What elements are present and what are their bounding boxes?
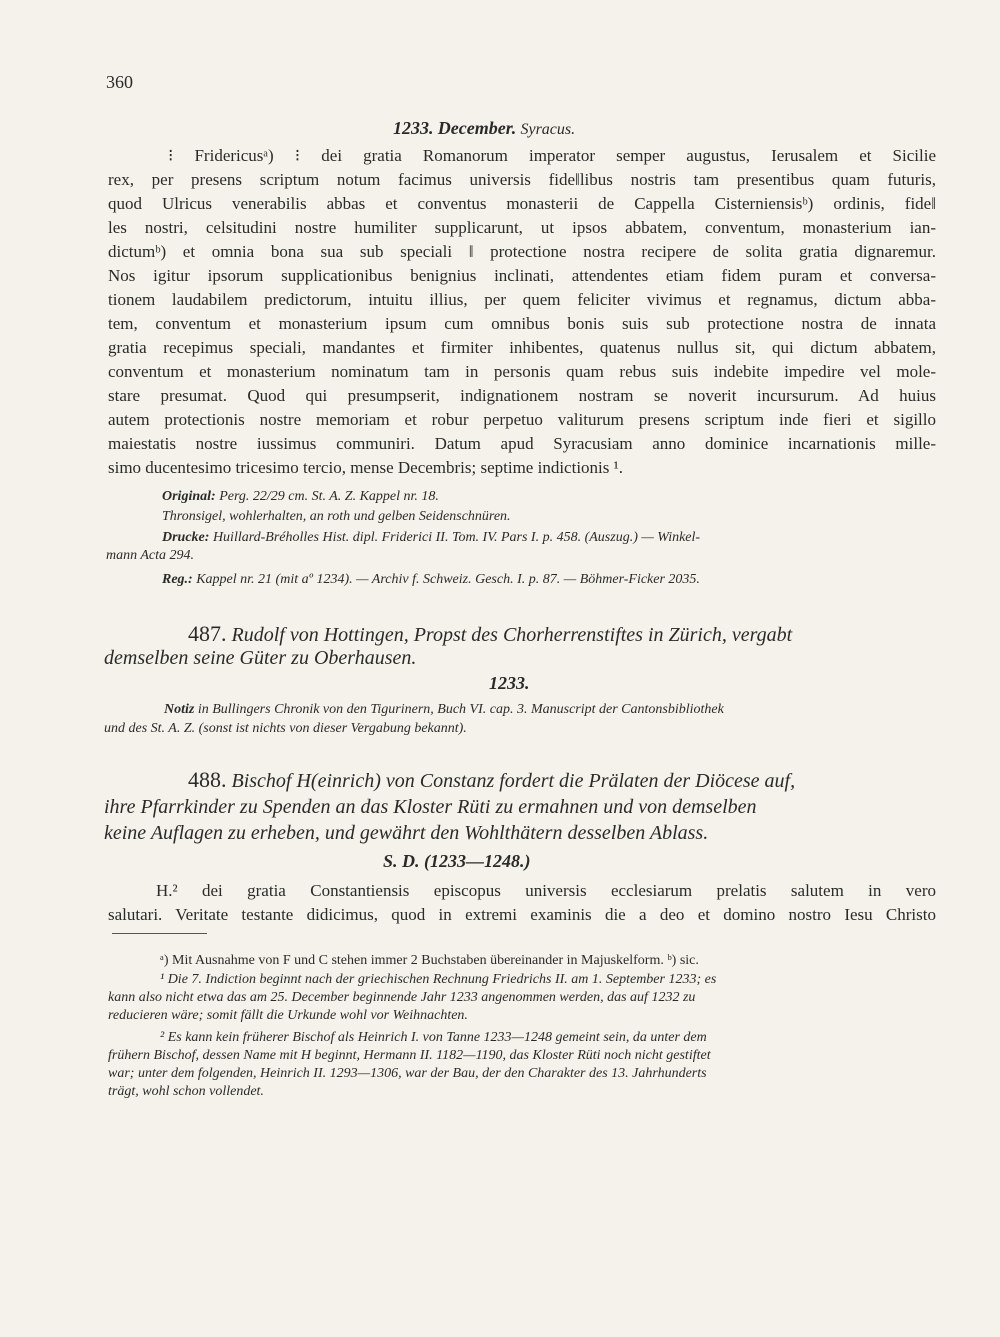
dateline-place: Syracus. [520,121,576,138]
doc-title-text: Bischof H(einrich) von Constanz fordert die Prälaten der Diöcese auf, [231,770,796,792]
dateline [393,118,575,140]
charter-line: tionem laudabilem predictorum, intuitu illius, per quem feliciter vivimus et regnamus, dictum abba- [108,290,936,309]
page-number: 360 [106,72,133,92]
apparatus-regesta [162,570,700,590]
apparatus-prints [162,528,700,548]
apparatus-text: Perg. 22/29 cm. St. A. Z. Kappel nr. 18. [219,489,439,504]
apparatus-label: Original: [162,489,216,504]
footnote: trägt, wohl schon vollendet. [108,1084,264,1099]
apparatus-seal: Thronsigel, wohlerhalten, an roth und gelben Seidenschnüren. [162,509,511,524]
charter-line: gratia recepimus speciali, mandantes et firmiter inhibentes, quatenus nullus sit, qui dictum abbatem, [108,338,936,357]
note-text: in Bullingers Chronik von den Tigurinern, Buch VI. cap. 3. Manuscript der Cantonsbibliothek [197,702,724,717]
footnote: reducieren wäre; somit fällt die Urkunde wohl vor Weihnachten. [108,1008,468,1023]
footnote: war; unter dem folgenden, Heinrich II. 1293—1306, war der Bau, der den Charakter des 13. Jahrhunderts [108,1066,707,1081]
charter-line: rex, per presens scriptum notum facimus universis fide‖libus nostris tam presentibus quam futuris, [108,170,936,189]
charter-line: maiestatis nostre iussimus communiri. Datum apud Syracusiam anno dominice incarnationis mille- [108,434,936,453]
charter-line: Nos igitur ipsorum supplicationibus benignius inclinati, attendentes etiam fidem puram et conversa- [108,266,936,285]
charter-line: stare presumat. Quod qui presumpserit, indignationem nostram se noverit incursurum. Ad huius [108,386,936,405]
doc-488-date: S. D. (1233—1248.) [383,851,531,871]
doc-487-date: 1233. [489,673,530,693]
doc-488-body: H.² dei gratia Constantiensis episcopus universis ecclesiarum prelatis salutem in vero [156,881,936,900]
doc-488-title-cont: keine Auflagen zu erheben, und gewährt den Wohlthätern desselben Ablass. [104,822,709,844]
charter-line: autem protectionis nostre memoriam et robur perpetuo valiturum presens scriptum inde fieri et sigillo [108,410,936,429]
footnote: kann also nicht etwa das am 25. December beginnende Jahr 1233 angenommen werden, das auf 1232 zu [108,990,696,1005]
charter-line: conventum et monasterium nominatum tam in personis quam rebus suis indebite impedire vel mole- [108,362,936,381]
charter-line: quod Ulricus venerabilis abbas et conventus monasterii de Cappella Cisterniensisᵇ) ordinis, fide‖ [108,194,936,213]
apparatus-label: Drucke: [162,530,210,545]
apparatus-label: Reg.: [162,572,193,587]
footnote: ¹ Die 7. Indiction beginnt nach der griechischen Rechnung Friedrichs II. am 1. September 1233; es [160,972,717,987]
doc-488-body: salutari. Veritate testante didicimus, quod in extremi examinis die a deo et domino nostro Iesu Christo [108,905,936,924]
footnote: frühern Bischof, dessen Name mit H beginnt, Hermann II. 1182—1190, das Kloster Rüti noch nicht gestiftet [108,1048,711,1063]
charter-line: les nostri, celsitudini nostre humiliter supplicarunt, ut ipsos abbatem, conventum, monasterium ian- [108,218,936,237]
doc-number: 487. [188,621,227,646]
charter-line: simo ducentesimo tricesimo tercio, mense Decembris; septime indictionis ¹. [108,458,623,477]
dateline-year: 1233. [393,118,434,138]
doc-487-title [188,621,793,646]
apparatus-original [162,487,439,507]
doc-488-title [188,767,796,792]
apparatus-text: Huillard-Bréholles Hist. dipl. Friderici II. Tom. IV. Pars I. p. 458. (Auszug.) — Winkel- [212,530,701,545]
doc-number: 488. [188,767,227,792]
doc-487-note-cont: und des St. A. Z. (sonst ist nichts von dieser Vergabung bekannt). [104,721,467,736]
doc-487-title-cont: demselben seine Güter zu Oberhausen. [104,647,417,669]
charter-line: dictumᵇ) et omnia bona sua sub speciali ‖ protectione nostra recipere de solita gratia dignaremur. [108,242,936,261]
doc-487-note [164,700,724,720]
footnote: ² Es kann kein früherer Bischof als Heinrich I. von Tanne 1233—1248 gemeint sein, da unter dem [160,1030,707,1045]
dateline-month: December. [437,118,517,138]
apparatus-prints-cont: mann Acta 294. [106,548,195,563]
footnote-divider [112,933,207,934]
footnote: ᵃ) Mit Ausnahme von F und C stehen immer 2 Buchstaben übereinander in Majuskelform. ᵇ) sic. [160,953,699,968]
charter-line: ⁝ Fridericusᵃ) ⁝ dei gratia Romanorum imperator semper augustus, Ierusalem et Sicilie [168,146,936,165]
doc-title-text: Rudolf von Hottingen, Propst des Chorherrenstiftes in Zürich, vergabt [231,624,793,646]
doc-488-title-cont: ihre Pfarrkinder zu Spenden an das Kloster Rüti zu ermahnen und von demselben [104,796,757,818]
note-label: Notiz [164,702,195,717]
apparatus-text: Kappel nr. 21 (mit aº 1234). — Archiv f. Schweiz. Gesch. I. p. 87. — Böhmer-Ficker 2035. [196,572,700,587]
charter-line: tem, conventum et monasterium ipsum cum omnibus bonis suis sub protectione nostra de innata [108,314,936,333]
